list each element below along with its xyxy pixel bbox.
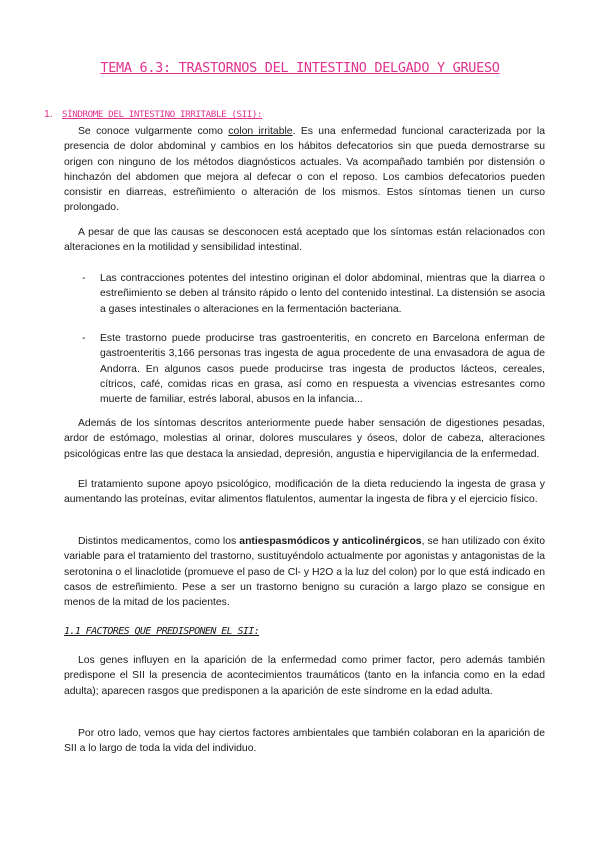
bullet-gastroenteritis: Este trastorno puede producirse tras gastroenteritis, en concreto en Barcelona enferman de gastroenteritis 3,166 personas tras ingesta de agua procedente de una envasadora de agua de Andorra. En algunos casos puede producirse tras ingesta de productos lácteos, cereales, cítricos, café, comidas ricas en grasa, así como en respuesta a vivencias estresantes como muerte de familiar, estrés laboral, abusos en la infancia...	[100, 333, 545, 406]
underlined-term: colon irritable	[228, 126, 293, 137]
subsection-heading: 1.1 FACTORES QUE PREDISPONEN EL SII:	[64, 626, 260, 637]
paragraph-medications-start: Distintos medicamentos, como los	[78, 536, 240, 547]
paragraph-definition-start: Se conoce vulgarmente como	[78, 126, 229, 137]
paragraph-definition-rest: . Es una enfermedad funcional caracterizada por la presencia de dolor abdominal y cambios en los hábitos defecatorios sin que pueda demostrarse su origen con ninguno de los métodos diagnósticos actuales. Va acompañado también por distensión o hinchazón del abdomen que mejora al defecar o con el reposo. Los cambios defecatorios pueden consistir en diarreas, estreñimiento o alteración de los mismos. Estos síntomas tienen un curso prolongado.	[64, 126, 545, 214]
section-heading	[44, 108, 262, 120]
section-heading-text: SÍNDROME DEL INTESTINO IRRITABLE (SII):	[62, 109, 263, 120]
paragraph-treatment: El tratamiento supone apoyo psicológico, modificación de la dieta reduciendo la ingesta de grasa y aumentando las proteínas, evitar alimentos flatulentos, aumentar la ingesta de fibra y el ejercicio físico.	[64, 479, 545, 506]
section-number: 1.	[44, 108, 53, 120]
paragraph-causes: A pesar de que las causas se desconocen está aceptado que los síntomas están relacionados con alteraciones en la motilidad y sensibilidad intestinal.	[64, 227, 545, 254]
bullet-marker: -	[82, 333, 86, 344]
paragraph-symptoms: Además de los síntomas descritos anteriormente puede haber sensación de digestiones pesadas, ardor de estómago, molestias al orinar, dolores musculares y óseos, dolor de cabeza, alteraciones psicológicas entre las que destaca la ansiedad, depresión, angustia e hipervigilancia de la enfermedad.	[64, 418, 545, 460]
paragraph-genes: Los genes influyen en la aparición de la enfermedad como primer factor, pero además también predispone el SII la presencia de acontecimientos traumáticos (tanto en la infancia como en la edad adulta); aparecen rasgos que predisponen a la aparición de este síndrome en la edad adulta.	[64, 655, 545, 697]
bullet-contractions: Las contracciones potentes del intestino originan el dolor abdominal, mientras que la diarrea o estreñimiento se deben al tránsito rápido o lento del contenido intestinal. La distensión se asocia a gases intestinales o alteraciones en la fermentación bacteriana.	[100, 273, 545, 315]
paragraph-definition	[64, 124, 545, 216]
bullet-marker: -	[82, 273, 86, 284]
paragraph-medications-rest: , se han utilizado con éxito variable para el tratamiento del trastorno, sustituyéndolo actualmente por agonistas y antagonistas de la serotonina o el linaclotide (promueve el paso de Cl- y H2O a la luz del colon) por lo que está indicado en casos de estreñimiento. Pese a ser un trastorno benigno su curación a largo plazo se consigue en menos de la mitad de los pacientes.	[64, 536, 545, 609]
paragraph-environment: Por otro lado, vemos que hay ciertos factores ambientales que también colaboran en la aparición de SII a lo largo de toda la vida del individuo.	[64, 728, 545, 755]
document-title: TEMA 6.3: TRASTORNOS DEL INTESTINO DELGADO Y GRUESO	[100, 60, 500, 76]
bold-term: antiespasmódicos y anticolinérgicos	[239, 536, 422, 547]
paragraph-medications	[64, 534, 545, 610]
